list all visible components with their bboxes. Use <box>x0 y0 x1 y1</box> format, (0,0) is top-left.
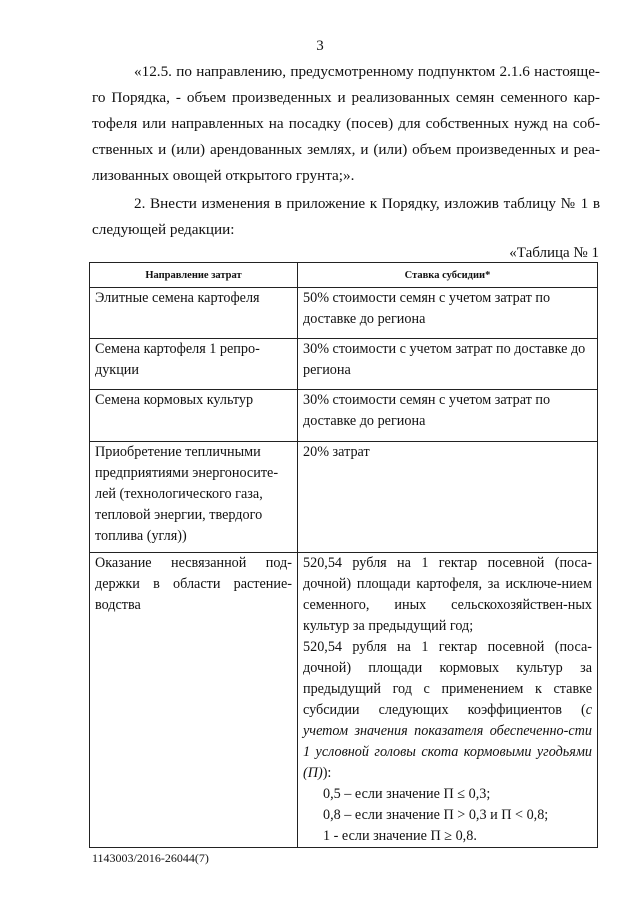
direction-cell: Семена картофеля 1 репро-дукции <box>90 339 298 390</box>
header-subsidy-rate: Ставка субсидии* <box>298 263 598 288</box>
subsidy-rates-table <box>89 262 598 848</box>
table-caption: «Таблица № 1 <box>509 245 599 261</box>
table-row <box>90 390 598 442</box>
rate-cell: 20% затрат <box>298 442 598 553</box>
rate-cell: 50% стоимости семян с учетом затрат по доставке до региона <box>298 288 598 339</box>
direction-cell: Семена кормовых культур <box>90 390 298 442</box>
rate-cell: 30% стоимости с учетом затрат по доставке до региона <box>298 339 598 390</box>
table-row <box>90 442 598 553</box>
direction-cell: Элитные семена картофеля <box>90 288 298 339</box>
coefficient-condition: 1 - если значение П ≥ 0,8. <box>323 828 477 844</box>
rate-cell: 30% стоимости семян с учетом затрат по доставке до региона <box>298 390 598 442</box>
coefficient-condition: 0,8 – если значение П > 0,3 и П < 0,8; <box>323 807 549 823</box>
coefficient-condition: 0,5 – если значение П ≤ 0,3; <box>323 786 491 802</box>
rate-cell <box>298 553 598 848</box>
direction-cell: Приобретение тепличными предприятиями энергоносите-лей (технологического газа, тепловой энергии, твердого топлива (угля)) <box>90 442 298 553</box>
page-number: 3 <box>316 38 324 54</box>
table-header-row <box>90 263 598 288</box>
rate-coefficient-note: с учетом значения показателя обеспеченно-сти 1 условной головы скота кормовыми угодьями (П) <box>303 702 592 781</box>
rate-colon: ): <box>322 765 332 781</box>
header-cost-direction: Направление затрат <box>90 263 298 288</box>
direction-cell: Оказание несвязанной под-держки в области растение-водства <box>90 553 298 848</box>
paragraph-12-5: «12.5. по направлению, предусмотренному подпунктом 2.1.6 настояще-го Порядка, - объем произведенных и реализованных семян семенного кар-тофеля или направленных на посадку (посев) для собственных нужд на соб-ственных и (или) арендованных землях, и (или) объем произведенных и реа-лизованных овощей открытого грунта;». <box>92 63 600 184</box>
paragraph-amend-table: 2. Внести изменения в приложение к Порядку, изложив таблицу № 1 в следующей редакции: <box>92 195 600 238</box>
table-row <box>90 553 598 848</box>
rate-fodder-text: 520,54 рубля на 1 гектар посевной (поса-дочной) площади кормовых культур за предыдущий год с применением к ставке субсидии следующих коэффициентов ( <box>303 639 592 718</box>
table-row <box>90 288 598 339</box>
table-row <box>90 339 598 390</box>
document-code: 1143003/2016-26044(7) <box>92 851 209 865</box>
rate-potato-text: 520,54 рубля на 1 гектар посевной (поса-дочной) площади картофеля, за исключе-нием семенного, иных сельскохозяйствен-ных культур за предыдущий год; <box>303 555 592 634</box>
